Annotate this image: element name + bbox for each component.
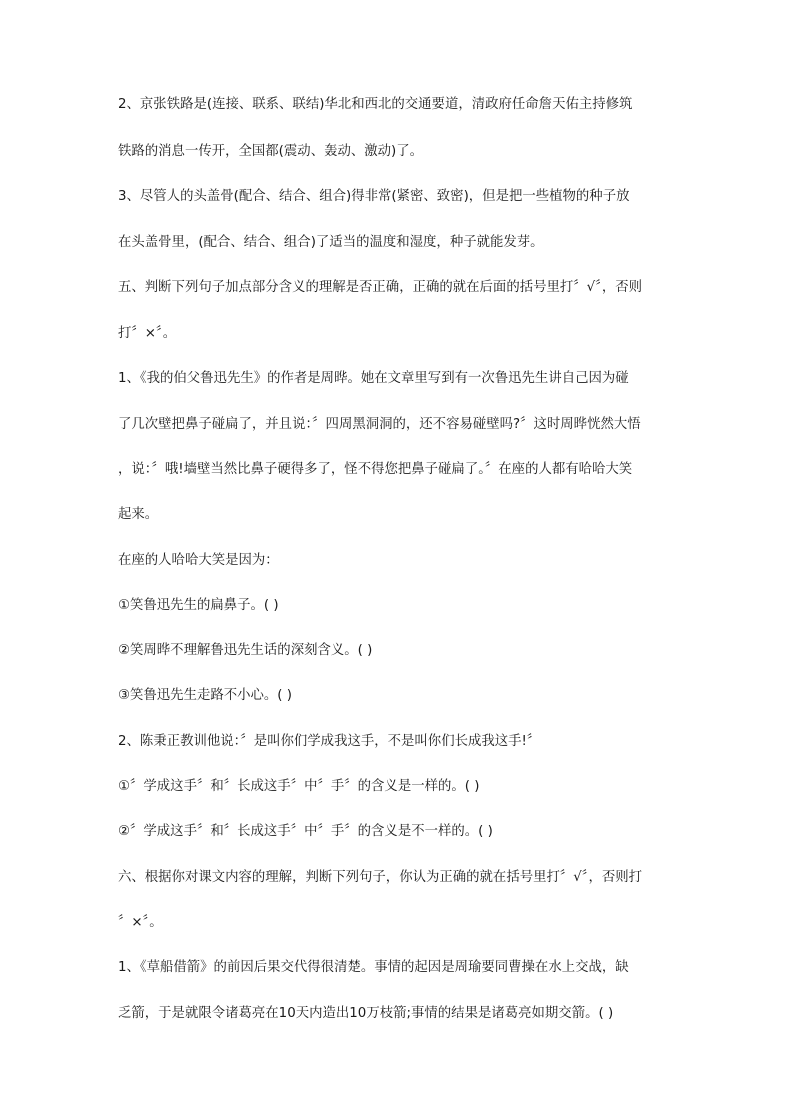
text-line: ②〞学成这手〞和〞长成这手〞中〞手〞的含义是不一样的。( ): [118, 824, 493, 839]
text-line: 在头盖骨里，(配合、结合、组合)了适当的温度和湿度，种子就能发芽。: [118, 235, 544, 250]
text-line: 了几次壁把鼻子碰扁了，并且说：〞四周黑洞洞的，还不容易碰壁吗?〞这时周晔恍然大悟: [118, 417, 641, 432]
text-line: 五、判断下列句子加点部分含义的理解是否正确，正确的就在后面的括号里打〞√〞，否则: [118, 280, 643, 295]
text-line: 〞×〞。: [118, 915, 163, 930]
text-line: ①〞学成这手〞和〞长成这手〞中〞手〞的含义是一样的。( ): [118, 779, 480, 794]
text-line: 起来。: [118, 507, 159, 522]
text-line: 打〞×〞。: [118, 326, 177, 341]
text-line: 在座的人哈哈大笑是因为：: [118, 553, 279, 568]
text-line: ③笑鲁迅先生走路不小心。( ): [118, 688, 293, 703]
text-line: 铁路的消息一传开，全国都(震动、轰动、激动)了。: [118, 144, 424, 159]
text-line: 2、陈秉正教训他说：〞是叫你们学成我这手，不是叫你们长成我这手!〞: [118, 734, 541, 749]
text-line: 2、京张铁路是(连接、联系、联结)华北和西北的交通要道，清政府任命詹天佑主持修筑: [118, 97, 633, 112]
text-line: ②笑周晔不理解鲁迅先生话的深刻含义。( ): [118, 643, 373, 658]
text-line: ，说：〞哦!墙壁当然比鼻子硬得多了，怪不得您把鼻子碰扁了。〞在座的人都有哈哈大笑: [118, 462, 633, 477]
text-line: 3、尽管人的头盖骨(配合、结合、组合)得非常(紧密、致密)，但是把一些植物的种子放: [118, 189, 630, 204]
text-line: 1、《草船借箭》的前因后果交代得很清楚。事情的起因是周瑜要同曹操在水上交战，缺: [118, 960, 629, 975]
text-line: 六、根据你对课文内容的理解，判断下列句子，你认为正确的就在括号里打〞√〞，否则打: [118, 870, 643, 885]
text-line: 乏箭，于是就限令诸葛亮在10天内造出10万枝箭;事情的结果是诸葛亮如期交箭。( ): [118, 1006, 614, 1021]
text-line: 1、《我的伯父鲁迅先生》的作者是周晔。她在文章里写到有一次鲁迅先生讲自己因为碰: [118, 371, 629, 386]
text-line: ①笑鲁迅先生的扁鼻子。( ): [118, 598, 279, 613]
